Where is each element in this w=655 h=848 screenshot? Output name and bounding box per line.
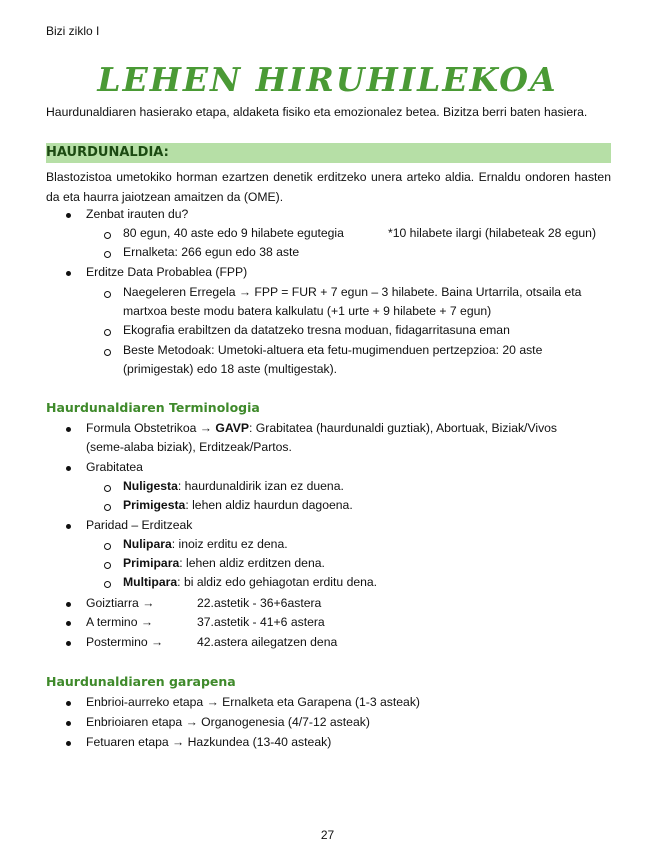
- list-item: Grabitatea: [86, 460, 143, 474]
- list-item: 80 egun, 40 aste edo 9 hilabete egutegia: [123, 226, 344, 240]
- bullet-icon: [66, 271, 71, 276]
- section-heading-terminologia: Haurdunaldiaren Terminologia: [46, 400, 260, 415]
- circle-bullet-icon: [104, 562, 111, 569]
- list-item: [86, 421, 557, 435]
- section-heading-bar: [46, 143, 611, 163]
- list-item: (seme-alaba biziak), Erditzeak/Partos.: [86, 440, 292, 454]
- term-definition: : inoiz erditu ez dena.: [171, 537, 288, 551]
- term: Multipara: [123, 575, 178, 589]
- formula-prefix: Formula Obstetrikoa →: [86, 421, 216, 435]
- page-number: 27: [320, 828, 335, 842]
- circle-bullet-icon: [104, 581, 111, 588]
- term-label: Postermino →: [86, 635, 164, 649]
- term-definition: : lehen aldiz haurdun dagoena.: [185, 498, 353, 512]
- formula-text: : Grabitatea (haurdunaldi guztiak), Abortuak, Biziak/Vivos: [249, 421, 558, 435]
- bullet-icon: [66, 466, 71, 471]
- circle-bullet-icon: [104, 291, 111, 298]
- term: Nuligesta: [123, 479, 178, 493]
- list-item: Enbrioiaren etapa → Organogenesia (4/7-12 asteak): [86, 715, 370, 729]
- term-definition: : bi aldiz edo gehiagotan erditu dena.: [177, 575, 378, 589]
- term-definition: : lehen aldiz erditzen dena.: [179, 556, 325, 570]
- list-item: [123, 537, 288, 551]
- list-item: Beste Metodoak: Umetoki-altuera eta fetu-mugimenduen pertzepzioa: 20 aste: [123, 343, 543, 357]
- bullet-icon: [66, 641, 71, 646]
- section-heading-garapena: Haurdunaldiaren garapena: [46, 674, 236, 689]
- circle-bullet-icon: [104, 543, 111, 550]
- bullet-icon: [66, 741, 71, 746]
- circle-bullet-icon: [104, 349, 111, 356]
- circle-bullet-icon: [104, 504, 111, 511]
- list-item: [123, 498, 353, 512]
- bullet-icon: [66, 701, 71, 706]
- list-item: martxoa beste modu batera kalkulatu (+1 urte + 9 hilabete + 7 egun): [123, 304, 492, 318]
- circle-bullet-icon: [104, 251, 111, 258]
- section-heading-haurdunaldia: HAURDUNALDIA:: [46, 145, 169, 160]
- term: Nulipara: [123, 537, 172, 551]
- list-item: [123, 479, 344, 493]
- bullet-icon: [66, 721, 71, 726]
- term-label: Goiztiarra →: [86, 596, 155, 610]
- intro-text: Haurdunaldiaren hasierako etapa, aldaketa fisiko eta emozionalez betea. Bizitza berri baten hasiera.: [46, 105, 588, 119]
- formula-acronym: GAVP: [215, 421, 250, 435]
- circle-bullet-icon: [104, 329, 111, 336]
- document-header: Bizi ziklo I: [46, 24, 100, 38]
- list-item: Zenbat irauten du?: [86, 207, 189, 221]
- term-label: A termino →: [86, 615, 154, 629]
- term-value: 22.astetik - 36+6astera: [197, 596, 322, 610]
- list-item: (primigestak) edo 18 aste (multigestak).: [123, 362, 338, 376]
- term-value: 42.astera ailegatzen dena: [197, 635, 338, 649]
- definition-paragraph: Blastozistoa umetokiko horman ezartzen denetik erditzeko unera arteko aldia. Ernaldu ondoren hasten da eta haurra jaiotzean amaitzen da (OME).: [46, 170, 611, 204]
- term: Primigesta: [123, 498, 186, 512]
- circle-bullet-icon: [104, 232, 111, 239]
- list-item: Ekografia erabiltzen da datatzeko tresna moduan, fidagarritasuna eman: [123, 323, 510, 337]
- circle-bullet-icon: [104, 485, 111, 492]
- bullet-icon: [66, 524, 71, 529]
- list-item: [123, 556, 325, 570]
- list-item: Ernalketa: 266 egun edo 38 aste: [123, 245, 300, 259]
- list-item: Naegeleren Erregela → FPP = FUR + 7 egun – 3 hilabete. Baina Urtarrila, otsaila eta: [123, 285, 582, 299]
- bullet-icon: [66, 427, 71, 432]
- bullet-icon: [66, 213, 71, 218]
- term-value: 37.astetik - 41+6 astera: [197, 615, 325, 629]
- term: Primipara: [123, 556, 180, 570]
- list-item: Paridad – Erditzeak: [86, 518, 193, 532]
- list-item: Enbrioi-aurreko etapa → Ernalketa eta Garapena (1-3 asteak): [86, 695, 420, 709]
- page-title: LEHEN HIRUHILEKOA: [97, 60, 558, 99]
- list-item: [123, 575, 377, 589]
- term-definition: : haurdunaldirik izan ez duena.: [177, 479, 344, 493]
- bullet-icon: [66, 602, 71, 607]
- list-item: Fetuaren etapa → Hazkundea (13-40 asteak): [86, 735, 332, 749]
- bullet-icon: [66, 621, 71, 626]
- list-item: Erditze Data Probablea (FPP): [86, 265, 248, 279]
- list-item-note: *10 hilabete ilargi (hilabeteak 28 egun): [388, 226, 597, 240]
